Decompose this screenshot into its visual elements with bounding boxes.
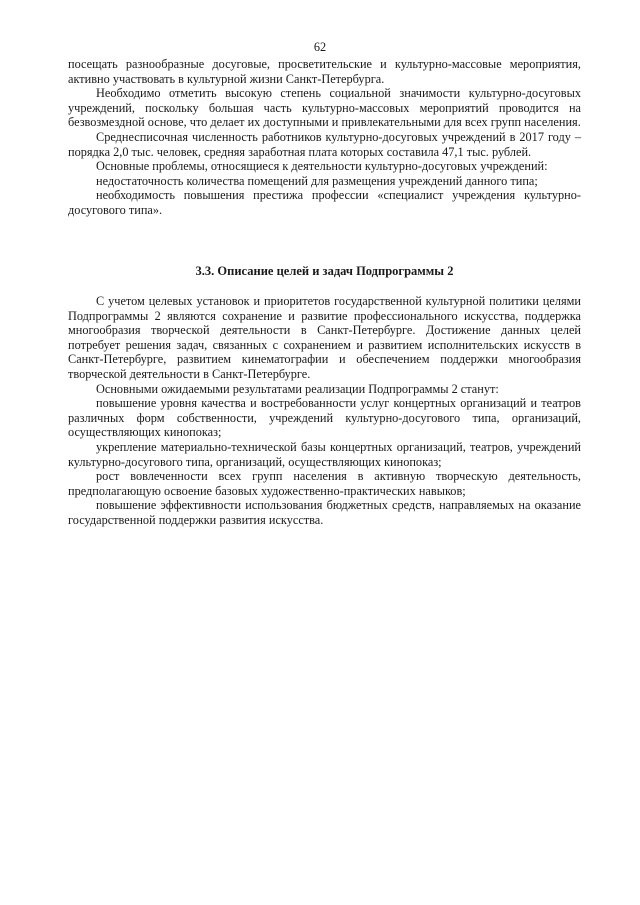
text-block-subprogram-goals — [68, 294, 581, 528]
list-item: недостаточность количества помещений для размещения учреждений данного типа; — [96, 173, 538, 188]
list-item: повышение эффективности использования бюджетных средств, направляемых на оказание государственной поддержки развития искусства. — [68, 498, 581, 527]
list-item: рост вовлеченности всех групп населения в активную творческую деятельность, предполагающую освоение базовых художественно-практических навыков; — [68, 469, 581, 498]
list-item: укрепление материально-технической базы концертных организаций, театров, учреждений культурно-досугового типа, организаций, осуществляющих кинопоказ; — [68, 439, 581, 469]
paragraph: Основные проблемы, относящиеся к деятельности культурно-досуговых учреждений: — [96, 159, 548, 174]
list-item: необходимость повышения престижа профессии «специалист учреждения культурно-досугового типа». — [68, 188, 581, 217]
paragraph: Основными ожидаемыми результатами реализации Подпрограммы 2 станут: — [96, 381, 499, 396]
paragraph: Среднесписочная численность работников культурно-досуговых учреждений в 2017 году – порядка 2,0 тыс. человек, средняя заработная плата которых составила 47,1 тыс. рублей. — [68, 129, 581, 159]
page-number: 62 — [313, 40, 327, 54]
section-heading-container — [68, 264, 581, 279]
paragraph: Необходимо отметить высокую степень социальной значимости культурно-досуговых учреждений, поскольку большая часть культурно-массовых мероприятий проводится на безвозмездной основе, что делает их доступными и привлекательными для всех групп населения. — [68, 86, 581, 130]
text-block-culture-institutions — [68, 57, 581, 218]
paragraph: посещать разнообразные досуговые, просветительские и культурно-массовые мероприятия, активно участвовать в культурной жизни Санкт-Петербурга. — [68, 57, 581, 86]
section-heading: 3.3. Описание целей и задач Подпрограммы 2 — [195, 264, 454, 278]
paragraph: С учетом целевых установок и приоритетов государственной культурной политики целями Подпрограммы 2 являются сохранение и развитие профессионального искусства, поддержка многообразия творческой деятельности в Санкт-Петербурге. Достижение данных целей потребует решения задач, связанных с сохранением и развитием исполнительских искусств в Санкт-Петербурге, развитием кинематографии и обеспечением поддержки многообразия творческой деятельности в Санкт-Петербурге. — [68, 294, 581, 381]
list-item: повышение уровня качества и востребованности услуг концертных организаций и театров различных форм собственности, учреждений культурно-досугового типа, организаций, осуществляющих кинопоказ; — [68, 396, 581, 440]
